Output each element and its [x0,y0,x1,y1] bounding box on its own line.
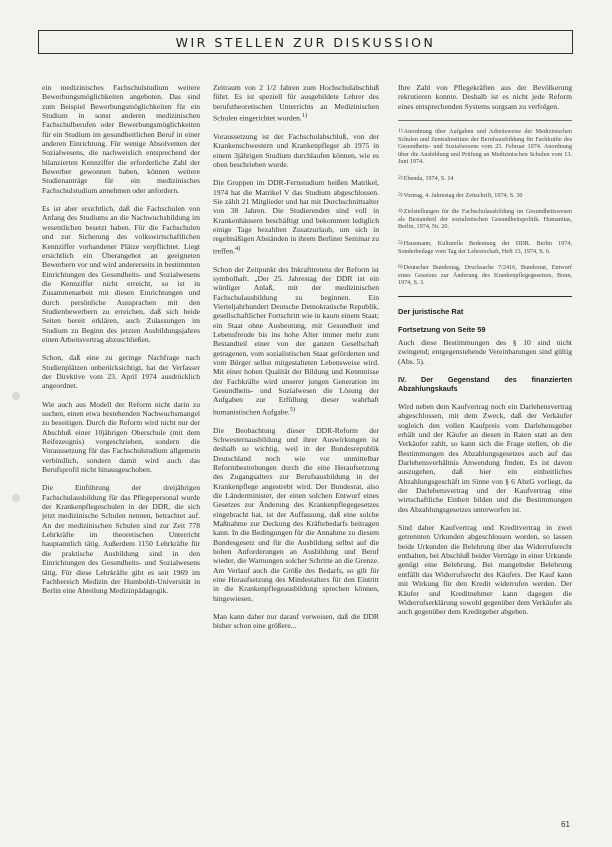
footnote [398,192,572,200]
footnote-text: Anordnung über Aufgaben und Arbeitsweise der Medizinischen Schulen und Zentralinstitute der Berufsausbildung für Fachkräfte des Gesundheits- und Sozialwesens vom 25. Februar 1974. Anordnung über die Ausbildung und Prüfung an Medizinischen Schulen vom 13. Juni 1974. [398,128,572,166]
footnote-text: Ebenda, 1974, S. 14 [403,175,454,182]
footnote-ref: 5) [289,405,296,413]
footnote-text: Zielstellungen für die Fachschulausbildung im Gesundheitswesen als Bestandteil der sozialistischen Gesundheitspolitik. Humanitas, Berlin, 1974, Nr. 20. [398,208,572,231]
footnote-ref: 4) [235,244,241,252]
footnote [398,264,572,287]
paragraph: Die Einführung der dreijährigen Fachschulausbildung für das Pflegepersonal wurde der Krankenpflegeschulen in der DDR, die sich jetzt medizinische Schulen nennen, betrachtet auf. An der medizinischen Schulen sind zur Zeit 778 Lehrkräfte im theoretischen Unterricht hauptamtlich tätig. Außerdem 1150 Lehrkräfte für die praktische Ausbildung sind in den Einrichtungen des Gesundheits- und Sozialwesens tätig. Für diese Lehrkräfte gibt es seit 1969 im Fachbereich Medizin der Humboldt-Universität in Berlin eine Abteilung Medizinpädagogik. [42,483,200,596]
footnote-text: Hausmann, Kulturelle Bedeutung der DDR. Berlin 1974, Sonderbeilage vom Tag der Lehrerschaft, Heft 13, 1974, S. 6. [398,239,572,255]
paragraph: Sind daher Kaufvertrag und Kreditvertrag in zwei getrennten Urkunden abgeschlossen worden, so lassen beide Urkunden die Belehrung über das Widerrufsrecht enthalten, bei Abschluß beider Verträge in einer Urkunde genügt eine Belehrung. Bei mangelnder Belehrung entfällt das Widerrufsrecht des Käufers. Der Kauf kann mit Wirkung für den Kredit widerrufen werden. Der Käufer und Kreditnehmer kann dagegen die Widerrufserklärung sowohl gegenüber dem Verkäufer als auch gegenüber dem Kreditgeber abgeben. [398,523,572,617]
paragraph: Wie auch aus Modell der Reform nicht darin zu suchen, einen etwa bestehenden Nachwuchsmangel zu beseitigen. Durch die Reform wird nicht nur der Abschluß einer 10jährigen Oberschule (mit dem Reifezeugnis) vorgeschrieben, sondern die Voraussetzung für das Fachschulstudium allgemein verbindlich, sondern damit wird auch das Berufsprofil nicht hinausgeschoben. [42,399,200,475]
footnote-number: 6) [398,264,403,271]
paragraph: Ihre Zahl von Pflegekräften aus der Bevölkerung rekrutieren konnte. Deshalb ist es nicht jede Reform eines entsprechenden Systems sorgsam zu verfolgen. [398,83,572,111]
sidebar-heading: Der juristische Rat [398,306,464,316]
paragraph: Auch diese Bestimmungen des § 10 sind nicht zwingend; entgegenstehende Vereinbarungen sind gültig (Abs. 5). [398,337,572,366]
sidebar-divider [398,296,572,297]
column-left [42,83,200,605]
section-heading: IV. Der Gegenstand des finanzierten Abzahlungskaufs [398,374,572,393]
footnote-number: 4) [398,208,403,215]
footnote [398,208,572,231]
paragraph: Man kann daher nur darauf verweisen, daß die DDR bisher schon eine größere... [213,612,379,631]
paragraph [213,265,379,417]
footnote-divider [398,120,572,121]
sidebar-subheading: Fortsetzung von Seite 59 [398,324,486,334]
paragraph: Wird neben dem Kaufvertrag noch ein Darlehensvertrag abgeschlossen, mit dem Zweck, daß der Verkäufer sogleich den vollen Kaufpreis vom Darlehensgeber erhält und der Käufer an diesen in Raten statt an den Verkäufer zahlt, so kann sich die Frage stellen, ob die Bestimmungen des Abzahlungsgesetzes auch auf das Darlehensverhältnis Anwendung finden. Es ist davon auszugehen, daß hier ein einheitliches Abzahlungsgeschäft im Sinne von § 6 AbzG vorliegt, da der Darlehensvertrag und der Kaufvertrag eine wirtschaftliche Einheit bilden und die Bestimmungen des Abzahlungsgesetzes unterworfen ist. [398,401,572,514]
footnote-ref: 1) [301,112,308,120]
footnote-number: 1) [398,128,403,135]
footnote [398,128,572,166]
paragraph: Schon, daß eine zu geringe Nachfrage nach Studienplätzen unberücksichtigt, hat der Verfasser der Direktive vom 23. April 1974 ausdrücklich angeordnet. [42,353,200,391]
footnote-number: 5) [398,239,403,246]
column-middle [213,83,379,640]
column-right [398,83,572,626]
page-number: 61 [561,820,570,829]
footnote [398,175,572,183]
section-title: WIR STELLEN ZUR DISKUSSION [175,34,436,50]
punch-hole [12,494,20,502]
punch-hole [12,392,20,400]
paragraph-text: Schon der Zeitpunkt des Inkrafttretens der Reform ist symbolhaft. „Der 25. Jahrestag der DDR ist ein würdiger Anlaß, mit der medizinischen Fachschulausbildung zu beginnen. Ein Vierteljahrhundert Deutsche Demokratische Republik, gesellschaftlicher Fortschritt wie in kaum einem Staat; ein Staat ohne Ausbeutung, mit Gesundheit und Lebensfreude bis ins hohe Alter immer mehr zum Bestandteil einer von der ganzen Gesellschaft getragenen, vom sozialistischen Staat geförderten und vom Bürger selbst mitgestalteten Lebensweise wird. Mit einer hohen Qualität der Bildung und Kenntnisse der Fachkräfte wird unserer jungen Generation im Gesundheits- und Sozialwesen die Lösung der Aufgaben zur Erfüllung dieser wahrhaft humanistischen Aufgabe. [213,264,379,417]
section-header [38,30,573,54]
paragraph: Die Beobachtung dieser DDR-Reform der Schwesternausbildung und ihrer Auswirkungen ist deshalb so wichtig, weil in der Bundesrepublik Deutschland noch wie vor unmittelbar Reformbestrebungen durch die eine Heraufsetzung des Zugangsalters zur Berufsausbildung in der Krankenpflege angestrebt wird. Der Bundesrat, also die Länderminister, der einen solchen Entwurf eines Gesetzes zur Änderung des Krankenpflegegesetzes eingebracht hat, ist der Auffassung, daß eine solche Maßnahme zur Deckung des Kräftebedarfs beitragen kann. In die Bedingungen für die Annahme zu diesem Bundesgesetz und für die Ausbildung selbst auf die hohen Anforderungen an Ausbildung und Beruf wieder, die Warnungen solcher Schritte an die Grenze. Am Verlauf auch die Größe des Bedarfs, so gilt für eine Heraufsetzung des Mindestalters für den Eintritt in die Krankenpflegeausbildung sprechen können, hingewiesen. [213,425,379,603]
sidebar-article [398,307,572,617]
paragraph [213,83,379,123]
footnote [398,240,572,255]
footnote-number: 2) [398,175,403,181]
paragraph: Voraussetzung ist der Fachschulabschluß, von der Krankenschwestern und Krankenpfleger ab 1975 in einem 3jährigen Studium durchlaufen können, wie es oben beschrieben wurde. [213,131,379,169]
footnote-number: 3) [398,191,403,198]
footnote-text: Deutscher Bundestag, Drucksache 7/2416, Bundesrat, Entwurf eines Gesetzes zur Änderung des Krankenpflegegesetzes, Bonn, 1974, S. 3. [398,264,572,287]
footnote-text: Vortrag, 4. Jahrestag der Zeitschrift, 1974, S. 30 [403,191,523,199]
paragraph: ein medizinisches Fachschulstudium weitere Bewerbungsmöglichkeiten angeboten. Das sind zum Beispiel Bewerbungsmöglichkeiten für ein Studium in sonst anderen medizinischen Fachschulberufen oder Bewerbungsmöglichkeiten für ein Studium im gesundheitlichen Beruf in einer anderen Einrichtung. Für wenige Absolventen der Sozialwesens, die nachweislich entsprechend der bilanzierten Kennziffer die erforderliche Zahl der Bewerber gewonnen haben, können weitere Studienanträge für ein medizinisches Fachschulstudium annehmen oder anfordern. [42,83,200,195]
footnote-list [398,128,572,287]
paragraph: Es ist aber ersichtlich, daß die Fachschulen von Anfang des Studiums an die Nachwuchsbildung im wesentlichen besetzt haben. Für die Fachschulen und zur Sicherung des volkswirtschaftlichen Kennziffer vorhandener Plätze verpflichtet. Liegt ersichtlich ein Überangebot an geeigneten Bewerbern vor und wird andererseits in bestimmten Einrichtungen des Gesundheits- und Sozialwesens die Kennziffer nicht erreicht, so ist in Zusammenarbeit mit diesen Einrichtungen und durch persönliche Aussprachen mit den Studienbewerbern zu erreichen, daß sich beide Seiten bereit erklären, auch Zulassungen im Studium zu Beginn des jetzten Ausbildungsjahres einen Arbeitsvertrag abzuschließen. [42,204,200,344]
paragraph-text: Die Gruppen im DDR-Fernstudium heißen Matrikel, 1974 hat die Matrikel V das Studium abgeschlossen. Sie zählt 21 Mitglieder und hat mit Durchschnittsalter von 38 Jahren. Die Studierenden sind voll in Krankenhäusern beschäftigt und bekommen lediglich einige Tage bezahlten Zusatzurlaub, um sich in regelmäßigen Abständen in ihrem Berliner Seminar zu treffen. [213,178,379,256]
paragraph [213,178,379,255]
paragraph-text: Zeitraum von 2 1/2 Jahren zum Hochschulabschluß führt. Es ist speziell für ausgebildete Lehrer des berufstheoretischen Unterrichts an Medizinischen Schulen eingerichtet worden. [213,83,379,123]
